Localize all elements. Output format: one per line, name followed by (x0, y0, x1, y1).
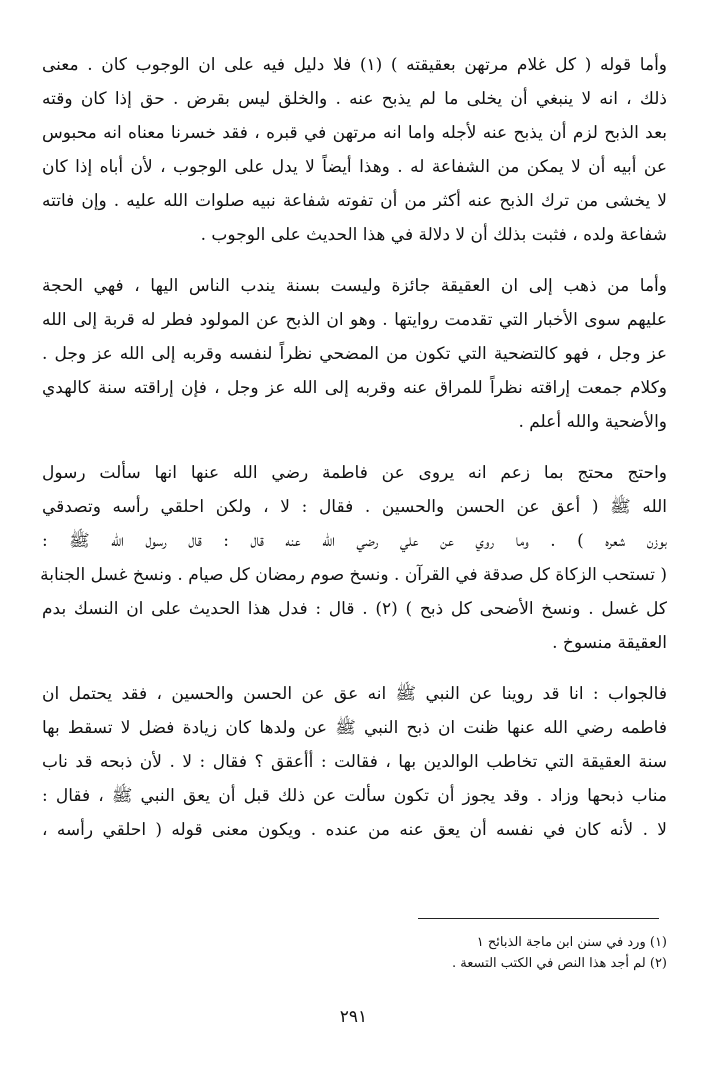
page-body (42, 48, 667, 1058)
text-line: شفاعة ولده ، فثبت بذلك أن لا دلالة في هذا الحديث على الوجوب . (200, 225, 667, 245)
text-line: فاطمه رضي الله عنها ظنت ان ذبح النبي ﷺ عن ولدها كان زيادة فضل لا تسقط بها (42, 718, 667, 738)
text-line: وأما قوله ( كل غلام مرتهن بعقيقته ) (١) فلا دليل فيه على ان الوجوب كان . معنى (42, 55, 667, 75)
footnote-2: (٢) لم أجد هذا النص في الكتب التسعة . (452, 956, 667, 971)
text-line: لا يخشى من ترك الذبح عنه أكثر من أن تفوته شفاعة نبيه صلوات الله عليه . وإن فاتته (42, 191, 667, 211)
paragraph-3 (42, 456, 667, 660)
text-line: عن أبيه أن لا يمكن من الشفاعة له . وهذا أيضاً لا يدل على الوجوب ، لأن أباه إذا كان (42, 157, 667, 177)
text-line: لا . لأنه كان في نفسه أن يعق عنه من عنده . ويكون معنى قوله ( احلقي رأسه ، (42, 820, 667, 840)
text-line: وكلام جمعت إراقته نظراً للمراق عنه وقربه إلى الله عز وجل ، فإن إراقته سنة كالهدي (42, 378, 667, 398)
text-line: واحتج محتج بما زعم انه يروى عن فاطمة رضي الله عنها انها سألت رسول (42, 463, 667, 483)
text-line: بعد الذبح لزم أن يذبح عنه لأجله واما انه مرتهن في قبره ، فقد خسرنا معناه انه محبوس (42, 123, 667, 143)
text-line: عز وجل ، فهو كالتضحية التي تكون من المضحي نظراً لنفسه وقربه إلى الله عز وجل . (42, 344, 667, 364)
paragraph-1 (42, 48, 667, 252)
text-line: العقيقة منسوخ . (552, 633, 667, 653)
text-line: بوزن شعره ) . وما روي عن علي رضي الله عنه قال : قال رسول الله ﷺ : (42, 531, 667, 551)
text-line: فالجواب : انا قد روينا عن النبي ﷺ انه عق عن الحسن والحسين ، فقد يحتمل ان (42, 684, 667, 704)
footnotes (307, 932, 667, 974)
text-line: وأما من ذهب إلى ان العقيقة جائزة وليست بسنة يندب الناس اليها ، فهي الحجة (42, 276, 667, 296)
text-line: مناب ذبحها وزاد . وقد يجوز أن تكون سألت عن ذلك قبل أن يعق النبي ﷺ ، فقال : (42, 786, 667, 806)
paragraph-4 (42, 677, 667, 847)
text-line: الله ﷺ ( أعق عن الحسن والحسين . فقال : لا ، ولكن احلقي رأسه وتصدقي (42, 497, 667, 517)
footnote-divider (418, 918, 659, 919)
text-line: ( تستحب الزكاة كل صدقة في القرآن . ونسخ صوم رمضان كل صيام . ونسخ غسل الجنابة (40, 565, 667, 585)
text-line: كل غسل . ونسخ الأضحى كل ذبح ) (٢) . قال : فدل هذا الحديث على ان النسك بدم (42, 599, 667, 619)
paragraph-2 (42, 269, 667, 439)
footnote-1: (١) ورد في سنن ابن ماجة الذبائح ١ (476, 935, 667, 950)
page-number: ٢٩١ (339, 1007, 368, 1027)
text-line: سنة العقيقة التي تخاطب الوالدين بها ، فقالت : أأعقق ؟ فقال : لا . لأن ذبحه قد ناب (42, 752, 667, 772)
text-line: عليهم سوى الأخبار التي تقدمت روايتها . وهو ان الذبح عن المولود فطر له قربة إلى الله (42, 310, 667, 330)
text-line: والأضحية والله أعلم . (518, 412, 667, 432)
text-line: ذلك ، انه لا ينبغي أن يخلى ما لم يذبح عنه . والخلق ليس بقرض . حق إذا كان وقته (42, 89, 667, 109)
